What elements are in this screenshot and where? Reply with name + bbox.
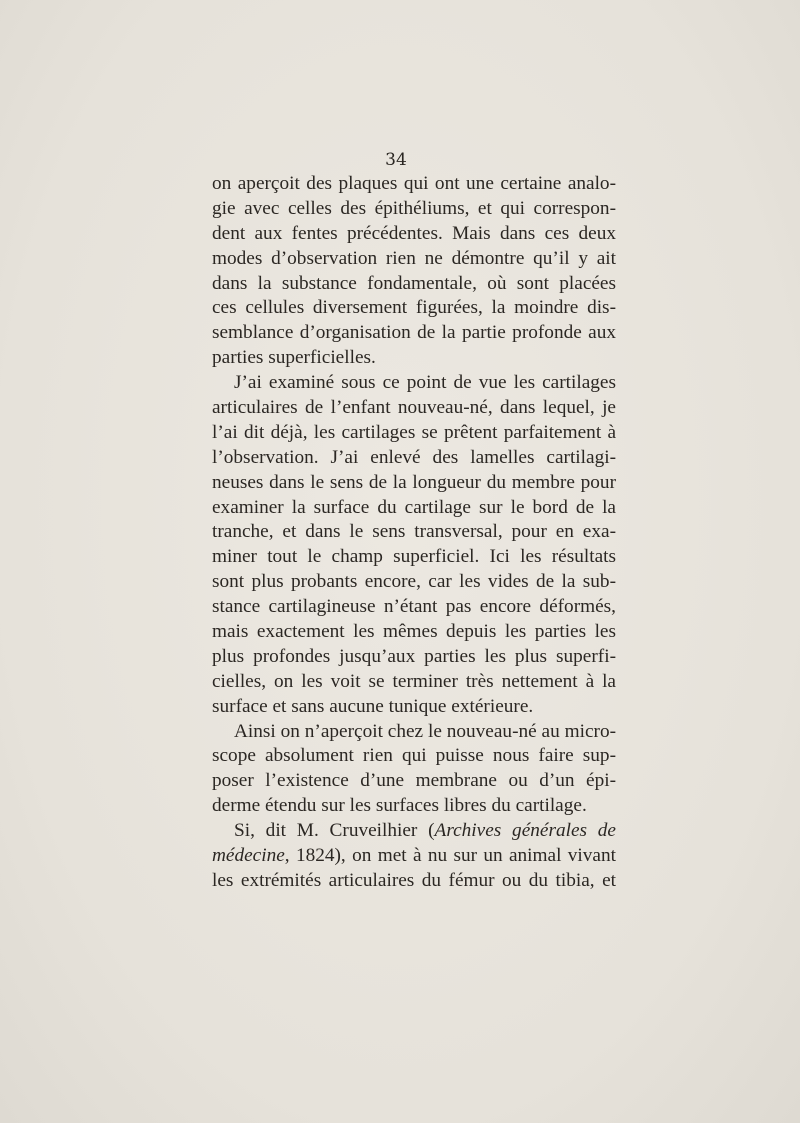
text-line: modes d’observation rien ne démontre qu’il y ait bbox=[212, 247, 616, 269]
text-line: Ainsi on n’aperçoit chez le nouveau-né au micro- bbox=[234, 720, 616, 742]
text-line: dent aux fentes précédentes. Mais dans ces deux bbox=[212, 222, 616, 244]
text-line: ces cellules diversement figurées, la moindre dis- bbox=[212, 297, 616, 319]
text-line: mais exactement les mêmes depuis les parties les bbox=[212, 621, 616, 643]
text-segment: , 1824), on met à nu sur un animal vivant bbox=[284, 845, 616, 867]
text-line: l’observation. J’ai enlevé des lamelles cartilagi- bbox=[212, 446, 616, 468]
text-line: les extrémités articulaires du fémur ou du tibia, et bbox=[212, 869, 616, 891]
text-segment: Si, dit M. Cruveilhier ( bbox=[234, 820, 435, 842]
italic-citation: Archives générales de bbox=[434, 820, 616, 842]
page-number: 34 bbox=[385, 150, 407, 170]
text-line: articulaires de l’enfant nouveau-né, dans lequel, je bbox=[212, 397, 616, 419]
body-text bbox=[212, 172, 616, 894]
text-line bbox=[212, 819, 616, 844]
text-line: dans la substance fondamentale, où sont placées bbox=[212, 272, 616, 294]
text-line: parties superficielles. bbox=[212, 347, 376, 369]
text-line: scope absolument rien qui puisse nous faire sup- bbox=[212, 745, 616, 767]
text-line: gie avec celles des épithéliums, et qui correspon- bbox=[212, 197, 616, 219]
text-line: plus profondes jusqu’aux parties les plus superfi- bbox=[212, 645, 616, 667]
text-line: sont plus probants encore, car les vides de la sub- bbox=[212, 571, 616, 593]
italic-citation: médecine bbox=[212, 845, 285, 867]
text-line: miner tout le champ superficiel. Ici les résultats bbox=[212, 546, 616, 568]
text-line: stance cartilagineuse n’étant pas encore déformés, bbox=[212, 596, 616, 618]
text-line: examiner la surface du cartilage sur le bord de la bbox=[212, 496, 616, 518]
text-line: neuses dans le sens de la longueur du membre pour bbox=[212, 471, 616, 493]
text-line: surface et sans aucune tunique extérieure. bbox=[212, 695, 534, 717]
text-line bbox=[212, 844, 616, 869]
text-line: poser l’existence d’une membrane ou d’un épi- bbox=[212, 770, 616, 792]
text-line: J’ai examiné sous ce point de vue les cartilages bbox=[234, 372, 616, 394]
text-line: l’ai dit déjà, les cartilages se prêtent parfaitement à bbox=[212, 421, 616, 443]
text-line: semblance d’organisation de la partie profonde aux bbox=[212, 322, 616, 344]
text-line: derme étendu sur les surfaces libres du cartilage. bbox=[212, 795, 587, 817]
text-line: tranche, et dans le sens transversal, pour en exa- bbox=[212, 521, 616, 543]
text-line: on aperçoit des plaques qui ont une certaine analo- bbox=[212, 173, 616, 194]
text-line: cielles, on les voit se terminer très nettement à la bbox=[212, 670, 616, 692]
